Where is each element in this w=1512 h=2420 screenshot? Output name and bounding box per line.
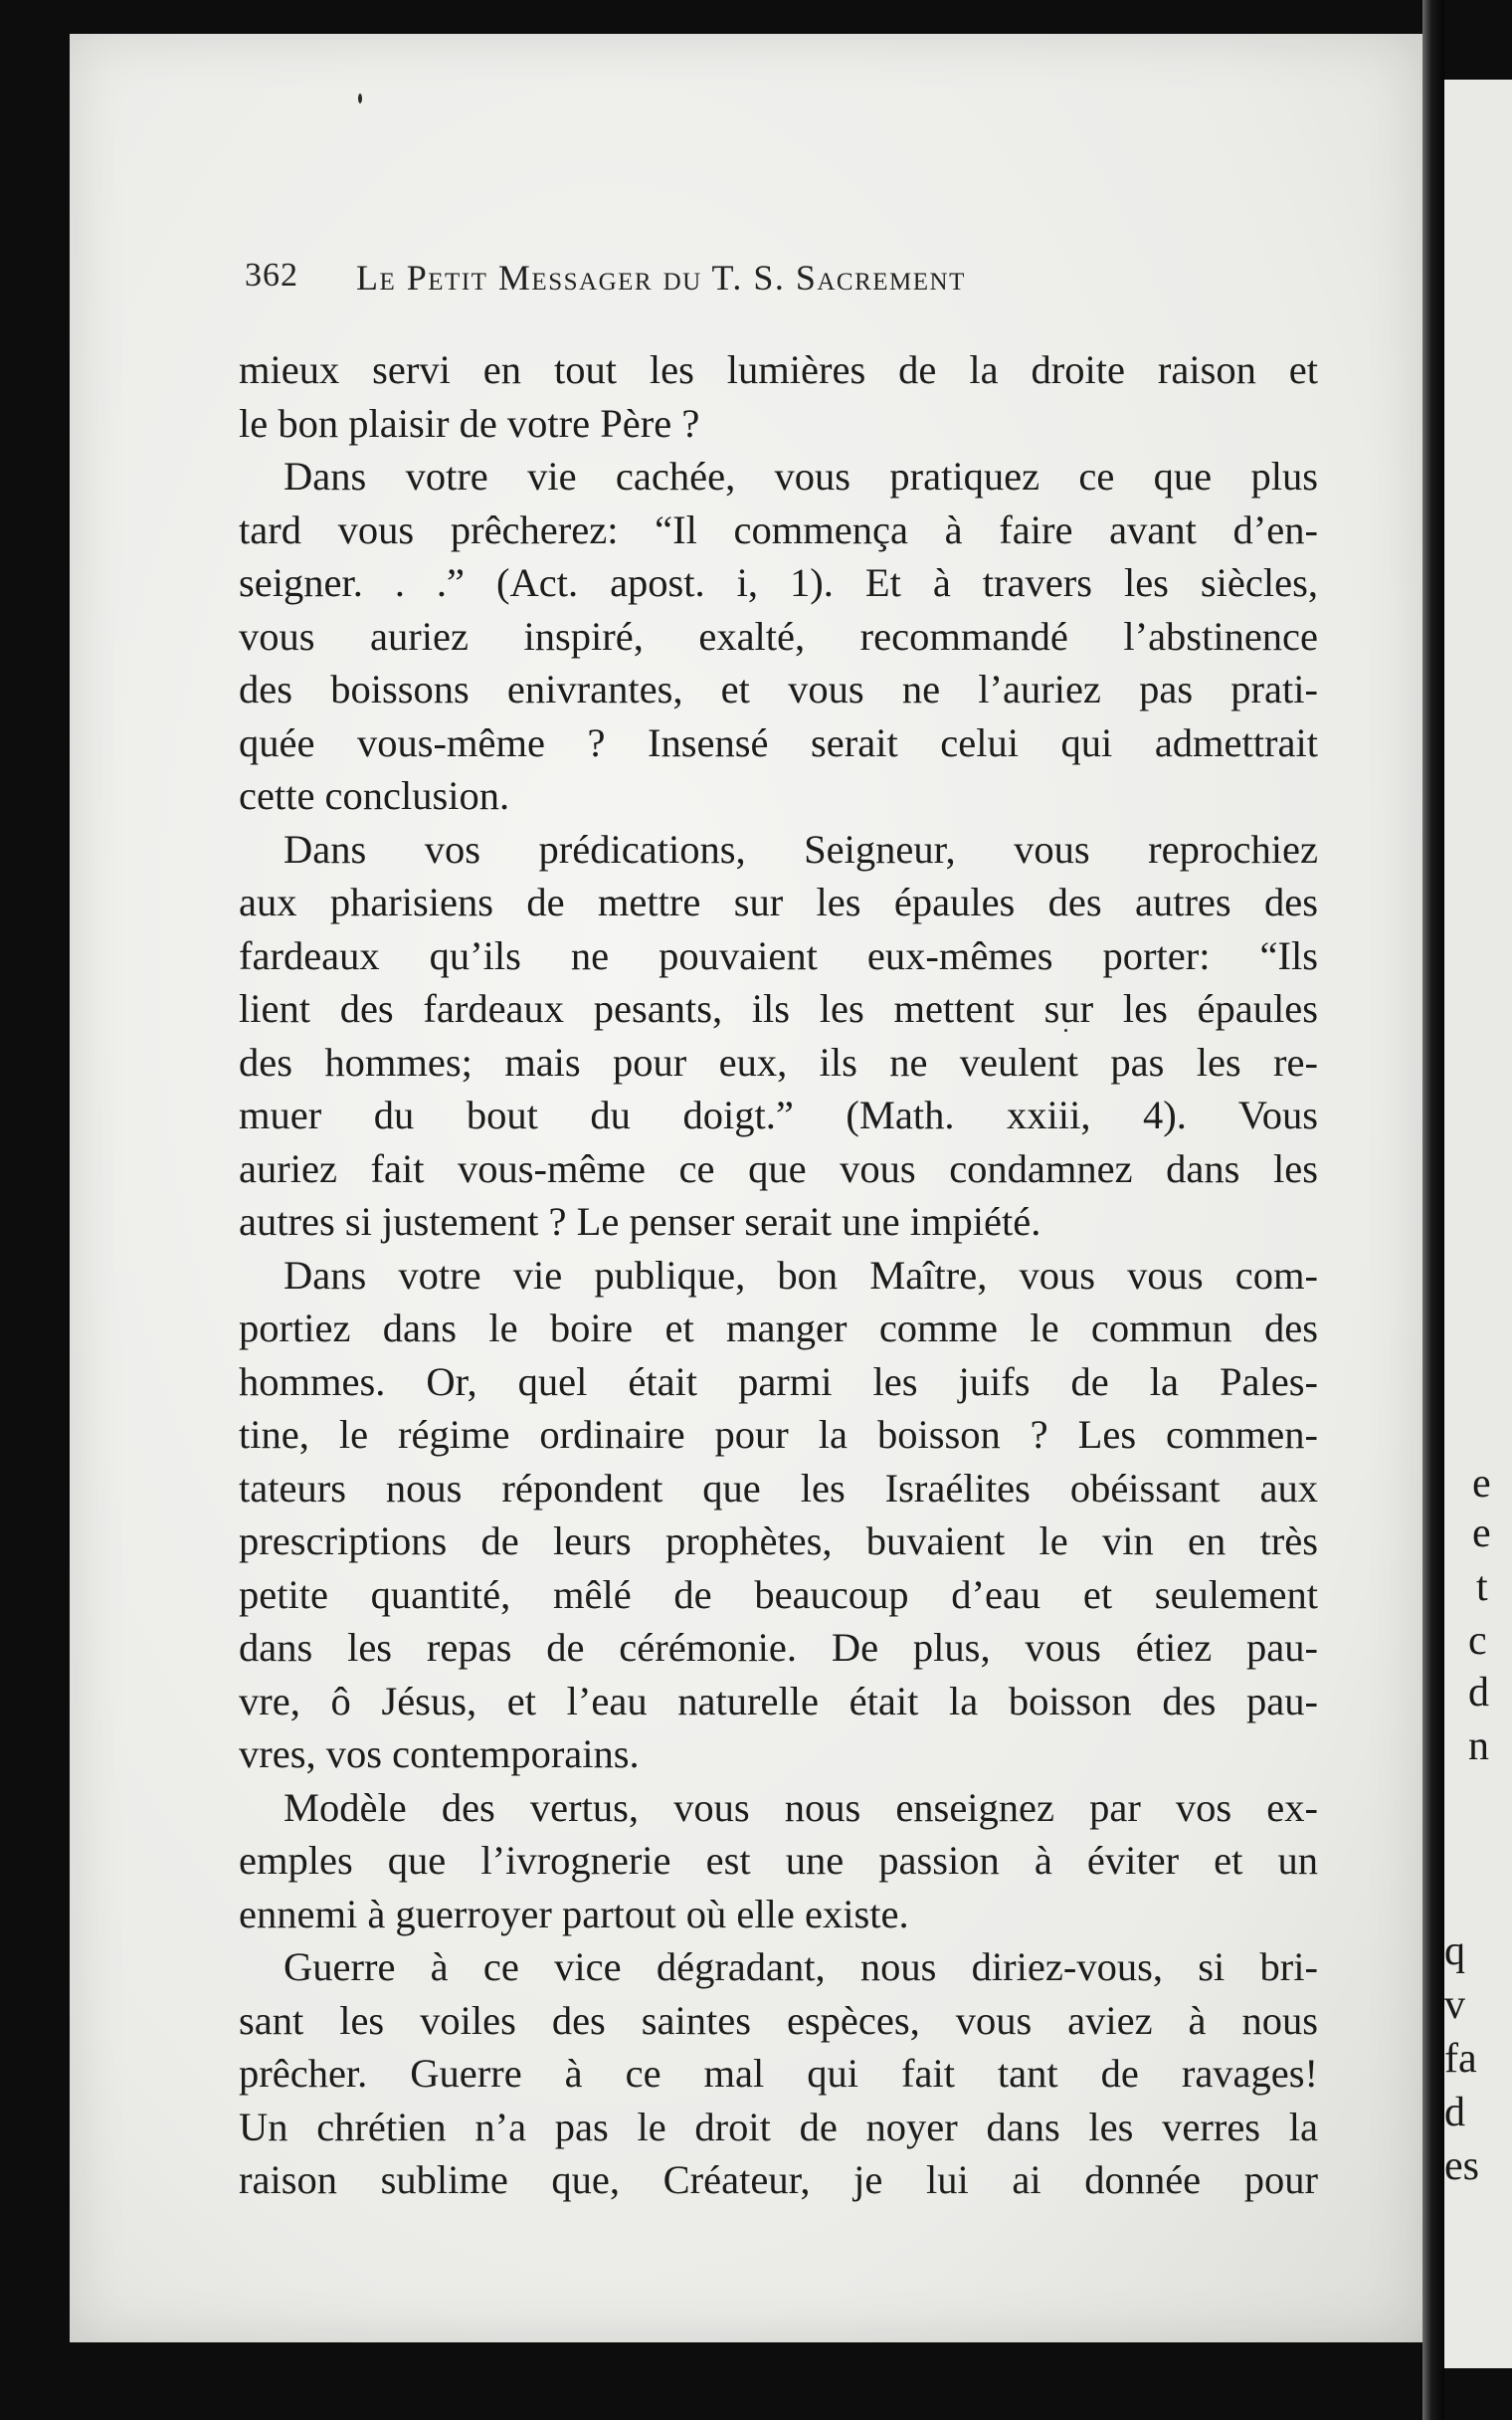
- facing-text-fragment: d: [1468, 1670, 1489, 1715]
- text-line: lient des fardeaux pesants, ils les mettent sur les épaules: [239, 986, 1318, 1031]
- text-line: Dans votre vie cachée, vous pratiquez ce que plus: [284, 454, 1318, 499]
- dust-speck: [358, 94, 362, 103]
- facing-text-fragment: es: [1444, 2143, 1479, 2189]
- text-line: auriez fait vous-même ce que vous condamnez dans les: [239, 1145, 1318, 1191]
- text-line: le bon plaisir de votre Père ?: [239, 400, 700, 446]
- text-line: portiez dans le boire et manger comme le commun des: [239, 1306, 1318, 1350]
- text-line: petite quantité, mêlé de beaucoup d’eau et seulement: [239, 1571, 1318, 1617]
- text-line: tateurs nous répondent que les Israélites obéissant aux: [239, 1465, 1318, 1511]
- text-line: raison sublime que, Créateur, je lui ai donnée pour: [239, 2157, 1318, 2202]
- facing-text-fragment: n: [1468, 1723, 1489, 1769]
- facing-page-edge: [1444, 80, 1512, 2368]
- text-line: sant les voiles des saintes espèces, vous aviez à nous: [239, 1997, 1318, 2043]
- text-line: tine, le régime ordinaire pour la boisson ? Les commen-: [239, 1412, 1318, 1457]
- facing-text-fragment: e: [1472, 1511, 1491, 1556]
- text-line: emples que l’ivrognerie est une passion à éviter et un: [239, 1838, 1318, 1883]
- text-line: cette conclusion.: [239, 773, 510, 818]
- facing-text-fragment: c: [1468, 1618, 1487, 1664]
- text-line: aux pharisiens de mettre sur les épaules des autres des: [239, 880, 1318, 924]
- body-text: [239, 343, 1318, 2207]
- text-line: muer du bout du doigt.” (Math. xxiii, 4). Vous: [239, 1093, 1318, 1137]
- text-line: Guerre à ce vice dégradant, nous diriez-vous, si bri-: [284, 1944, 1318, 1989]
- page-number: 362: [245, 257, 298, 294]
- text-line: Dans vos prédications, Seigneur, vous reprochiez: [284, 826, 1318, 872]
- text-line: prêcher. Guerre à ce mal qui fait tant de ravages!: [239, 2051, 1318, 2096]
- facing-text-fragment: e: [1472, 1461, 1491, 1507]
- facing-text-fragment: v: [1444, 1982, 1465, 2028]
- text-line: vous auriez inspiré, exalté, recommandé l’abstinence: [239, 613, 1318, 659]
- text-line: hommes. Or, quel était parmi les juifs de la Pales-: [239, 1358, 1318, 1404]
- text-line: fardeaux qu’ils ne pouvaient eux-mêmes porter: “Ils: [239, 932, 1318, 978]
- text-line: Dans votre vie publique, bon Maître, vous vous com-: [284, 1252, 1318, 1298]
- text-line: Un chrétien n’a pas le droit de noyer dans les verres la: [239, 2104, 1318, 2149]
- text-line: dans les repas de cérémonie. De plus, vous étiez pau-: [239, 1625, 1318, 1670]
- text-line: Modèle des vertus, vous nous enseignez par vos ex-: [284, 1784, 1318, 1830]
- text-line: ennemi à guerroyer partout où elle existe.: [239, 1891, 909, 1936]
- text-line: des boissons enivrantes, et vous ne l’auriez pas prati-: [239, 667, 1318, 711]
- text-line: vres, vos contemporains.: [239, 1731, 640, 1776]
- facing-text-fragment: t: [1476, 1564, 1488, 1610]
- text-line: prescriptions de leurs prophètes, buvaient le vin en très: [239, 1518, 1318, 1563]
- text-line: mieux servi en tout les lumières de la droite raison et: [239, 347, 1318, 392]
- running-header: [245, 257, 1239, 306]
- running-title: Le Petit Messager du T. S. Sacrement: [356, 258, 966, 298]
- text-line: autres si justement ? Le penser serait une impiété.: [239, 1199, 1041, 1244]
- text-line: seigner. . .” (Act. apost. i, 1). Et à travers les siècles,: [239, 560, 1318, 605]
- facing-text-fragment: d: [1444, 2090, 1465, 2135]
- book-gutter: [1422, 0, 1444, 2420]
- text-line: quée vous-même ? Insensé serait celui qui admettrait: [239, 719, 1318, 765]
- text-line: vre, ô Jésus, et l’eau naturelle était la boisson des pau-: [239, 1678, 1318, 1723]
- facing-text-fragment: q: [1444, 1928, 1465, 1974]
- text-line: tard vous prêcherez: “Il commença à faire avant d’en-: [239, 506, 1318, 552]
- text-line: des hommes; mais pour eux, ils ne veulent pas les re-: [239, 1039, 1318, 1085]
- facing-text-fragment: fa: [1444, 2036, 1477, 2082]
